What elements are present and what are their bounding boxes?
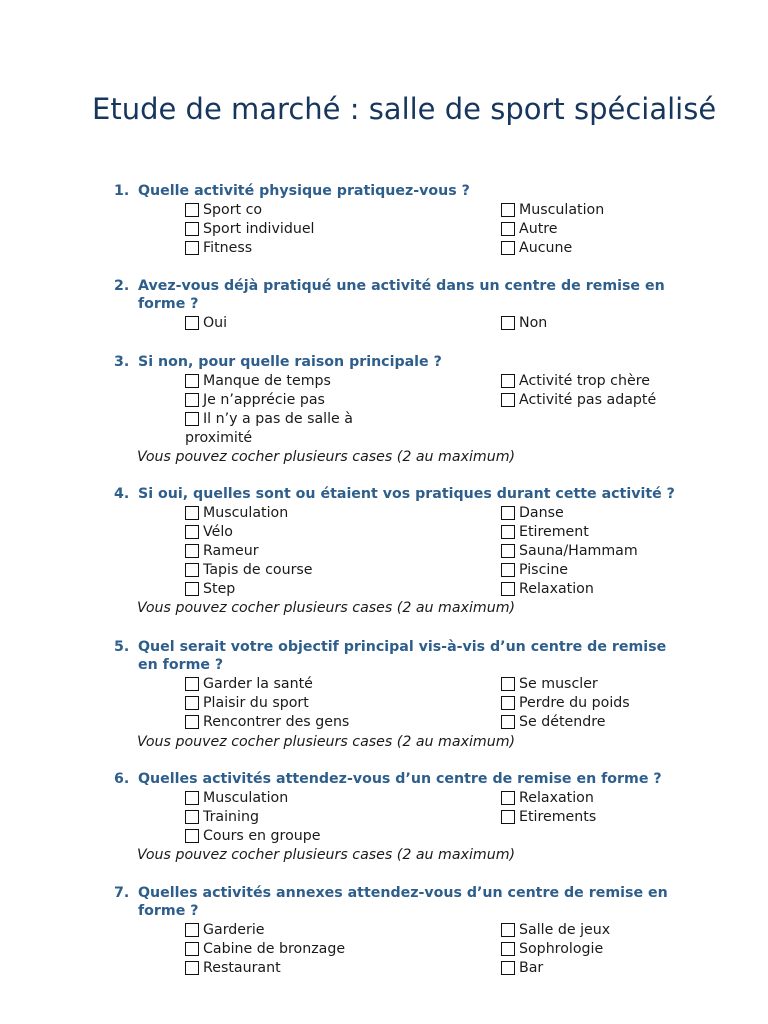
checkbox[interactable] — [185, 374, 199, 388]
option-label: Non — [519, 315, 548, 331]
checkbox[interactable] — [501, 544, 515, 558]
question-1 — [0, 182, 768, 256]
option-label: Garder la santé — [203, 676, 313, 692]
question-note: Vous pouvez cocher plusieurs cases (2 au maximum) — [137, 600, 516, 616]
option-left-2[interactable] — [185, 694, 309, 713]
question-number: 6. — [114, 771, 130, 787]
question-number: 2. — [114, 278, 130, 294]
option-left-1[interactable] — [185, 789, 288, 808]
option-right-1[interactable] — [501, 504, 564, 523]
option-label: Vélo — [203, 524, 233, 540]
option-label: Restaurant — [203, 960, 281, 976]
option-right-1[interactable] — [501, 921, 610, 940]
option-left-1[interactable] — [185, 372, 331, 391]
option-label: Il n’y a pas de salle à proximité — [185, 411, 353, 446]
option-left-4[interactable] — [185, 561, 313, 580]
option-label: Activité trop chère — [519, 373, 650, 389]
question-note: Vous pouvez cocher plusieurs cases (2 au maximum) — [137, 449, 516, 465]
option-label: Relaxation — [519, 581, 594, 597]
question-number: 4. — [114, 486, 130, 502]
option-right-2[interactable] — [501, 940, 603, 959]
checkbox[interactable] — [185, 582, 199, 596]
question-2 — [0, 277, 768, 331]
question-note: Vous pouvez cocher plusieurs cases (2 au maximum) — [137, 847, 516, 863]
checkbox[interactable] — [501, 563, 515, 577]
question-heading — [0, 770, 768, 788]
question-heading — [0, 884, 768, 920]
checkbox[interactable] — [501, 923, 515, 937]
option-left-1[interactable] — [185, 921, 265, 940]
option-right-2[interactable] — [501, 523, 589, 542]
option-label: Step — [203, 581, 236, 597]
checkbox[interactable] — [501, 942, 515, 956]
option-label: Musculation — [203, 790, 289, 806]
question-text: Quelles activités attendez-vous d’un centre de remise en forme ? — [138, 771, 662, 787]
checkbox[interactable] — [501, 582, 515, 596]
option-label: Autre — [519, 221, 558, 237]
option-left-1[interactable] — [185, 201, 262, 220]
option-right-3[interactable] — [501, 239, 572, 258]
option-right-3[interactable] — [501, 542, 638, 561]
checkbox[interactable] — [185, 942, 199, 956]
option-label: Etirements — [519, 809, 597, 825]
option-left-5[interactable] — [185, 580, 235, 599]
option-label: Je n’apprécie pas — [203, 392, 325, 408]
option-left-3[interactable] — [185, 827, 320, 846]
question-heading — [0, 353, 768, 371]
option-label: Musculation — [203, 505, 289, 521]
question-text: Avez-vous déjà pratiqué une activité dans un centre de remise en forme ? — [138, 278, 665, 312]
checkbox[interactable] — [185, 222, 199, 236]
page-title: Etude de marché : salle de sport spécialisé — [92, 92, 717, 126]
question-3 — [0, 353, 768, 465]
question-number: 3. — [114, 354, 130, 370]
checkbox[interactable] — [501, 810, 515, 824]
checkbox[interactable] — [185, 715, 199, 729]
question-text: Quelles activités annexes attendez-vous d’un centre de remise en forme ? — [138, 885, 668, 919]
option-left-3[interactable] — [185, 713, 349, 732]
checkbox[interactable] — [501, 316, 515, 330]
option-label: Relaxation — [519, 790, 594, 806]
option-label: Sophrologie — [519, 941, 604, 957]
checkbox[interactable] — [501, 525, 515, 539]
checkbox[interactable] — [501, 222, 515, 236]
question-number: 1. — [114, 183, 130, 199]
option-label: Salle de jeux — [519, 922, 611, 938]
option-label: Aucune — [519, 240, 573, 256]
checkbox[interactable] — [501, 715, 515, 729]
question-heading — [0, 638, 768, 674]
question-heading — [0, 485, 768, 503]
option-right-1[interactable] — [501, 675, 598, 694]
question-text: Quel serait votre objectif principal vis-à-vis d’un centre de remise en forme ? — [138, 639, 667, 673]
question-number: 5. — [114, 639, 130, 655]
option-right-2[interactable] — [501, 808, 596, 827]
option-right-2[interactable] — [501, 391, 656, 410]
option-label: Cabine de bronzage — [203, 941, 346, 957]
option-label: Sauna/Hammam — [519, 543, 638, 559]
question-text: Quelle activité physique pratiquez-vous ? — [138, 183, 470, 199]
question-7 — [0, 884, 768, 976]
checkbox[interactable] — [185, 525, 199, 539]
option-label: Perdre du poids — [519, 695, 630, 711]
option-label: Manque de temps — [203, 373, 331, 389]
option-label: Garderie — [203, 922, 265, 938]
checkbox[interactable] — [501, 203, 515, 217]
option-left-1[interactable] — [185, 675, 313, 694]
question-number: 7. — [114, 885, 130, 901]
checkbox[interactable] — [501, 506, 515, 520]
option-label: Oui — [203, 315, 228, 331]
checkbox[interactable] — [185, 412, 199, 426]
option-left-2[interactable] — [185, 391, 325, 410]
checkbox[interactable] — [501, 791, 515, 805]
option-left-3[interactable] — [185, 239, 252, 258]
option-label: Se détendre — [519, 714, 606, 730]
question-4 — [0, 485, 768, 616]
checkbox[interactable] — [185, 393, 199, 407]
option-right-1[interactable] — [501, 314, 547, 333]
option-label: Se muscler — [519, 676, 598, 692]
option-right-1[interactable] — [501, 372, 650, 391]
checkbox[interactable] — [501, 696, 515, 710]
option-left-2[interactable] — [185, 940, 345, 959]
option-label: Cours en groupe — [203, 828, 321, 844]
option-right-4[interactable] — [501, 561, 568, 580]
checkbox[interactable] — [185, 810, 199, 824]
option-label: Plaisir du sport — [203, 695, 309, 711]
checkbox[interactable] — [501, 374, 515, 388]
checkbox[interactable] — [185, 677, 199, 691]
checkbox[interactable] — [185, 316, 199, 330]
option-label: Rencontrer des gens — [203, 714, 350, 730]
question-text: Si oui, quelles sont ou étaient vos pratiques durant cette activité ? — [138, 486, 675, 502]
option-left-1[interactable] — [185, 314, 227, 333]
option-label: Fitness — [203, 240, 253, 256]
option-right-2[interactable] — [501, 220, 558, 239]
option-label: Activité pas adapté — [519, 392, 657, 408]
checkbox[interactable] — [185, 203, 199, 217]
question-heading — [0, 182, 768, 200]
option-right-3[interactable] — [501, 713, 606, 732]
question-text: Si non, pour quelle raison principale ? — [138, 354, 442, 370]
option-left-2[interactable] — [185, 523, 233, 542]
option-label: Sport co — [203, 202, 263, 218]
checkbox[interactable] — [501, 677, 515, 691]
option-label: Musculation — [519, 202, 605, 218]
option-right-3[interactable] — [501, 959, 543, 978]
checkbox[interactable] — [501, 393, 515, 407]
option-left-3[interactable] — [185, 542, 259, 561]
checkbox[interactable] — [185, 506, 199, 520]
checkbox[interactable] — [185, 563, 199, 577]
question-note: Vous pouvez cocher plusieurs cases (2 au maximum) — [137, 734, 516, 750]
option-label: Sport individuel — [203, 221, 315, 237]
option-right-2[interactable] — [501, 694, 630, 713]
option-left-2[interactable] — [185, 220, 314, 239]
checkbox[interactable] — [501, 961, 515, 975]
checkbox[interactable] — [185, 696, 199, 710]
option-label: Training — [203, 809, 259, 825]
option-label: Piscine — [519, 562, 569, 578]
option-left-3[interactable] — [185, 959, 281, 978]
checkbox[interactable] — [185, 544, 199, 558]
option-left-2[interactable] — [185, 808, 259, 827]
option-label: Etirement — [519, 524, 589, 540]
checkbox[interactable] — [501, 241, 515, 255]
option-right-1[interactable] — [501, 789, 594, 808]
checkbox[interactable] — [185, 829, 199, 843]
question-5 — [0, 638, 768, 750]
option-label: Bar — [519, 960, 544, 976]
option-left-1[interactable] — [185, 504, 288, 523]
option-right-5[interactable] — [501, 580, 594, 599]
checkbox[interactable] — [185, 923, 199, 937]
checkbox[interactable] — [185, 791, 199, 805]
option-label: Danse — [519, 505, 564, 521]
option-left-3[interactable] — [185, 410, 365, 448]
option-label: Rameur — [203, 543, 259, 559]
question-6 — [0, 770, 768, 863]
option-label: Tapis de course — [203, 562, 313, 578]
option-right-1[interactable] — [501, 201, 604, 220]
checkbox[interactable] — [185, 961, 199, 975]
question-heading — [0, 277, 768, 313]
checkbox[interactable] — [185, 241, 199, 255]
